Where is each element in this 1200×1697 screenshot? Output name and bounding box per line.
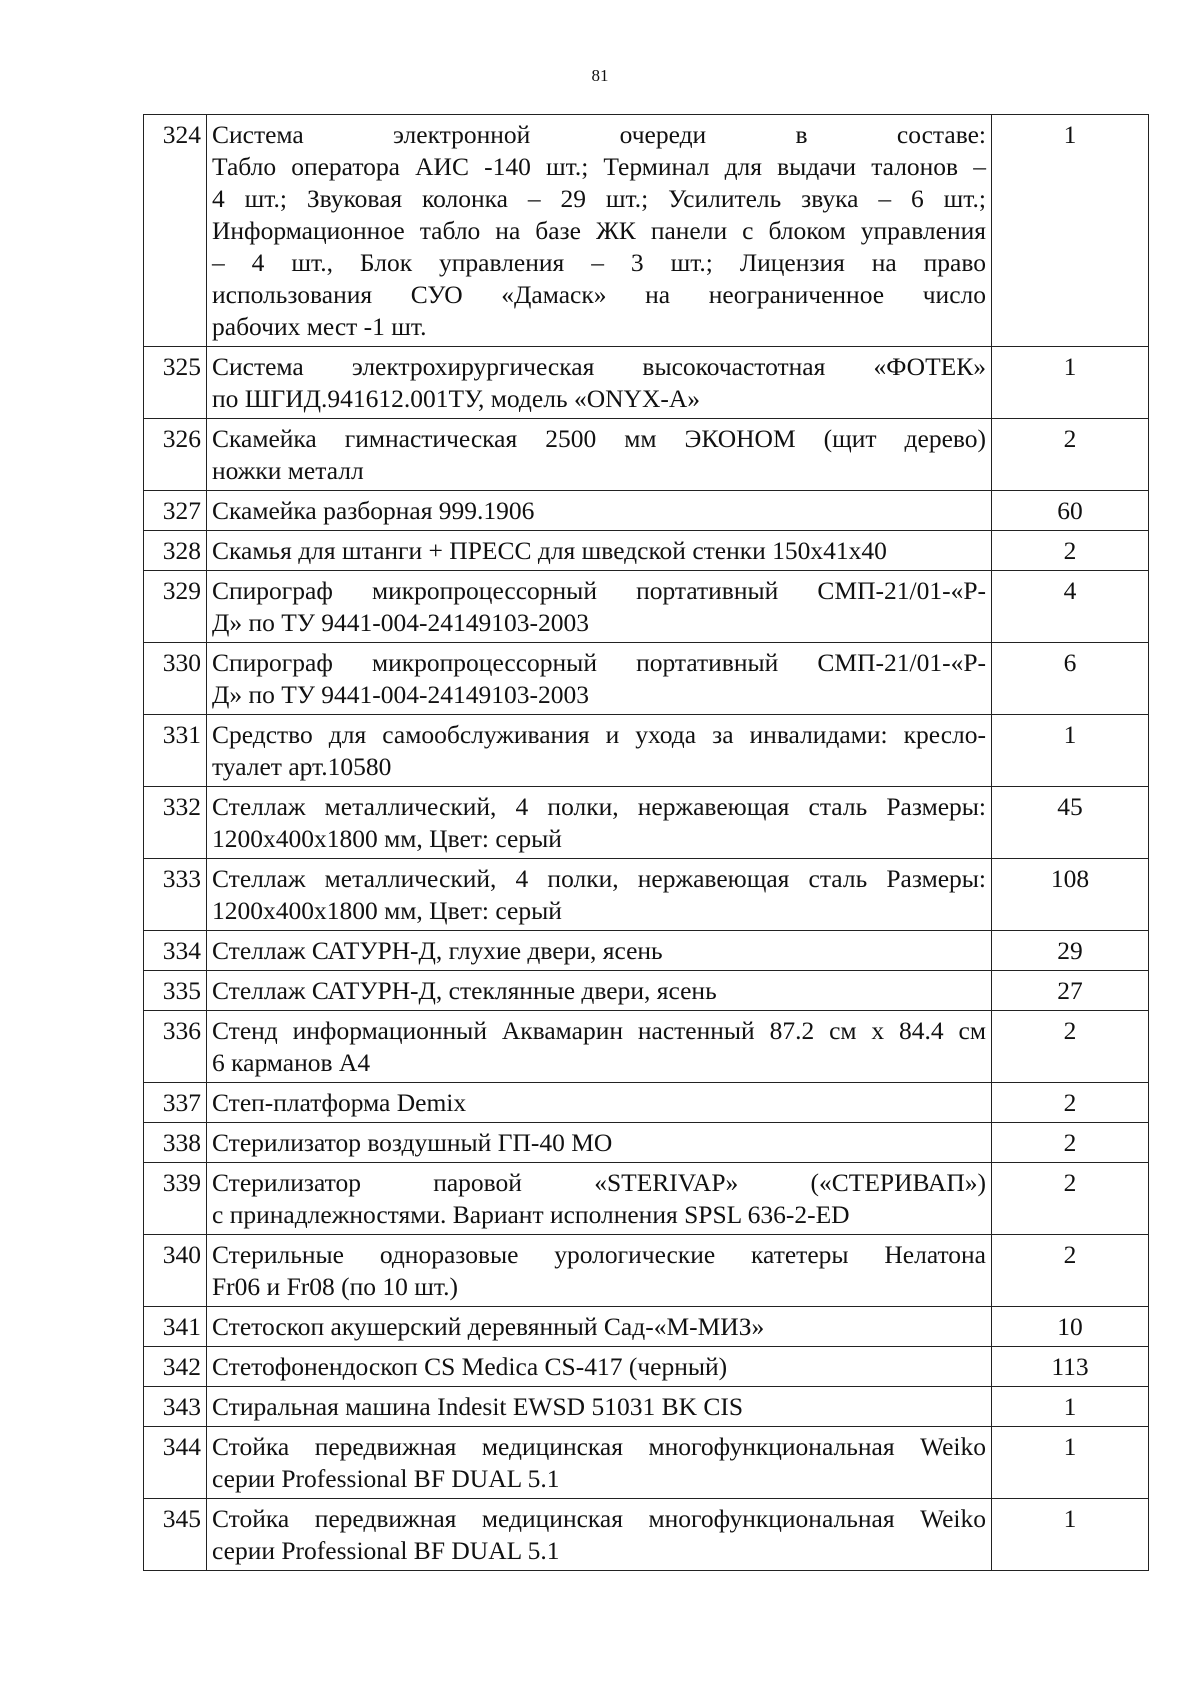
description-line: Средство для самообслуживания и ухода за инвалидами: кресло-: [212, 720, 986, 749]
item-description: [207, 1235, 992, 1307]
row-number: 343: [144, 1387, 207, 1427]
table-body: [144, 115, 1149, 1571]
table-row: [144, 1123, 1149, 1163]
table-row: [144, 1347, 1149, 1387]
table-row: [144, 1307, 1149, 1347]
item-quantity: 2: [992, 1011, 1149, 1083]
description-line: Стеллаж САТУРН-Д, глухие двери, ясень: [212, 936, 663, 965]
table-row: [144, 115, 1149, 347]
item-description: [207, 1427, 992, 1499]
table-row: [144, 1499, 1149, 1571]
item-description: [207, 347, 992, 419]
row-number: 335: [144, 971, 207, 1011]
description-line: 1200х400х1800 мм, Цвет: серый: [212, 896, 562, 925]
item-quantity: 1: [992, 1387, 1149, 1427]
description-line: Система электрохирургическая высокочастотная «ФОТЕК»: [212, 352, 986, 381]
description-line: Стеллаж металлический, 4 полки, нержавеющая сталь Размеры:: [212, 792, 986, 821]
table-row: [144, 347, 1149, 419]
row-number: 334: [144, 931, 207, 971]
description-line: Стеллаж металлический, 4 полки, нержавеющая сталь Размеры:: [212, 864, 986, 893]
description-line: 6 карманов А4: [212, 1048, 371, 1077]
description-line: серии Professional BF DUAL 5.1: [212, 1464, 560, 1493]
description-line: использования СУО «Дамаск» на неограниченное число: [212, 280, 986, 309]
description-line: Стетоскоп акушерский деревянный Сад-«М-МИЗ»: [212, 1312, 765, 1341]
item-quantity: 1: [992, 347, 1149, 419]
description-line: Скамейка разборная 999.1906: [212, 496, 535, 525]
table-row: [144, 1235, 1149, 1307]
row-number: 326: [144, 419, 207, 491]
table-row: [144, 1387, 1149, 1427]
item-description: [207, 1123, 992, 1163]
row-number: 341: [144, 1307, 207, 1347]
row-number: 336: [144, 1011, 207, 1083]
item-description: [207, 1011, 992, 1083]
description-line: Информационное табло на базе ЖК панели с блоком управления: [212, 216, 986, 245]
page-number: 81: [591, 66, 609, 85]
item-quantity: 1: [992, 1427, 1149, 1499]
item-quantity: 4: [992, 571, 1149, 643]
description-line: Fr06 и Fr08 (по 10 шт.): [212, 1272, 458, 1301]
item-description: [207, 931, 992, 971]
description-line: Стерилизатор паровой «STERIVAP» («СТЕРИВАП»): [212, 1168, 986, 1197]
description-line: Система электронной очереди в составе:: [212, 120, 986, 149]
row-number: 332: [144, 787, 207, 859]
item-description: [207, 1387, 992, 1427]
row-number: 324: [144, 115, 207, 347]
item-quantity: 2: [992, 1163, 1149, 1235]
row-number: 340: [144, 1235, 207, 1307]
description-line: туалет арт.10580: [212, 752, 392, 781]
item-quantity: 1: [992, 715, 1149, 787]
description-line: 4 шт.; Звуковая колонка – 29 шт.; Усилитель звука – 6 шт.;: [212, 184, 986, 213]
table-row: [144, 571, 1149, 643]
description-line: серии Professional BF DUAL 5.1: [212, 1536, 560, 1565]
item-description: [207, 419, 992, 491]
item-description: [207, 971, 992, 1011]
table-row: [144, 787, 1149, 859]
item-description: [207, 1499, 992, 1571]
description-line: 1200х400х1800 мм, Цвет: серый: [212, 824, 562, 853]
table-row: [144, 971, 1149, 1011]
row-number: 344: [144, 1427, 207, 1499]
description-line: с принадлежностями. Вариант исполнения SPSL 636-2-ED: [212, 1200, 850, 1229]
description-line: Табло оператора АИС -140 шт.; Терминал для выдачи талонов –: [212, 152, 986, 181]
row-number: 339: [144, 1163, 207, 1235]
table-row: [144, 715, 1149, 787]
row-number: 325: [144, 347, 207, 419]
item-quantity: 6: [992, 643, 1149, 715]
item-quantity: 2: [992, 1235, 1149, 1307]
row-number: 328: [144, 531, 207, 571]
description-line: Скамья для штанги + ПРЕСС для шведской стенки 150х41х40: [212, 536, 887, 565]
row-number: 330: [144, 643, 207, 715]
item-description: [207, 859, 992, 931]
row-number: 327: [144, 491, 207, 531]
table-row: [144, 491, 1149, 531]
row-number: 337: [144, 1083, 207, 1123]
description-line: Д» по ТУ 9441-004-24149103-2003: [212, 608, 590, 637]
item-description: [207, 1307, 992, 1347]
item-quantity: 45: [992, 787, 1149, 859]
table-row: [144, 531, 1149, 571]
description-line: Спирограф микропроцессорный портативный СМП-21/01-«Р-: [212, 576, 986, 605]
row-number: 338: [144, 1123, 207, 1163]
item-description: [207, 1347, 992, 1387]
item-quantity: 60: [992, 491, 1149, 531]
item-quantity: 2: [992, 1123, 1149, 1163]
description-line: Спирограф микропроцессорный портативный СМП-21/01-«Р-: [212, 648, 986, 677]
item-quantity: 1: [992, 115, 1149, 347]
table-row: [144, 931, 1149, 971]
description-line: рабочих мест -1 шт.: [212, 312, 427, 341]
description-line: по ШГИД.941612.001ТУ, модель «ONYX-A»: [212, 384, 701, 413]
description-line: Стенд информационный Аквамарин настенный 87.2 см х 84.4 см: [212, 1016, 986, 1045]
item-quantity: 2: [992, 1083, 1149, 1123]
table-row: [144, 859, 1149, 931]
table-row: [144, 1083, 1149, 1123]
row-number: 333: [144, 859, 207, 931]
row-number: 331: [144, 715, 207, 787]
table-row: [144, 1163, 1149, 1235]
description-line: Степ-платформа Demix: [212, 1088, 467, 1117]
item-description: [207, 787, 992, 859]
description-line: Стиральная машина Indesit EWSD 51031 BK CIS: [212, 1392, 744, 1421]
description-line: – 4 шт., Блок управления – 3 шт.; Лицензия на право: [212, 248, 986, 277]
item-description: [207, 491, 992, 531]
item-quantity: 1: [992, 1499, 1149, 1571]
equipment-table: [143, 114, 1149, 1571]
item-quantity: 10: [992, 1307, 1149, 1347]
table-row: [144, 643, 1149, 715]
table-row: [144, 419, 1149, 491]
description-line: Стеллаж САТУРН-Д, стеклянные двери, ясень: [212, 976, 717, 1005]
item-quantity: 113: [992, 1347, 1149, 1387]
item-quantity: 29: [992, 931, 1149, 971]
table-row: [144, 1011, 1149, 1083]
item-quantity: 108: [992, 859, 1149, 931]
item-quantity: 27: [992, 971, 1149, 1011]
description-line: Стерильные одноразовые урологические катетеры Нелатона: [212, 1240, 986, 1269]
description-line: ножки металл: [212, 456, 364, 485]
item-description: [207, 643, 992, 715]
description-line: Скамейка гимнастическая 2500 мм ЭКОНОМ (щит дерево): [212, 424, 986, 453]
item-description: [207, 531, 992, 571]
description-line: Д» по ТУ 9441-004-24149103-2003: [212, 680, 590, 709]
row-number: 342: [144, 1347, 207, 1387]
row-number: 329: [144, 571, 207, 643]
description-line: Стетофонендоскоп CS Medica CS-417 (черный): [212, 1352, 728, 1381]
item-description: [207, 571, 992, 643]
item-description: [207, 1083, 992, 1123]
item-quantity: 2: [992, 531, 1149, 571]
item-description: [207, 715, 992, 787]
table-row: [144, 1427, 1149, 1499]
item-quantity: 2: [992, 419, 1149, 491]
description-line: Стойка передвижная медицинская многофункциональная Weiko: [212, 1504, 986, 1533]
row-number: 345: [144, 1499, 207, 1571]
item-description: [207, 115, 992, 347]
item-description: [207, 1163, 992, 1235]
description-line: Стерилизатор воздушный ГП-40 МО: [212, 1128, 613, 1157]
description-line: Стойка передвижная медицинская многофункциональная Weiko: [212, 1432, 986, 1461]
